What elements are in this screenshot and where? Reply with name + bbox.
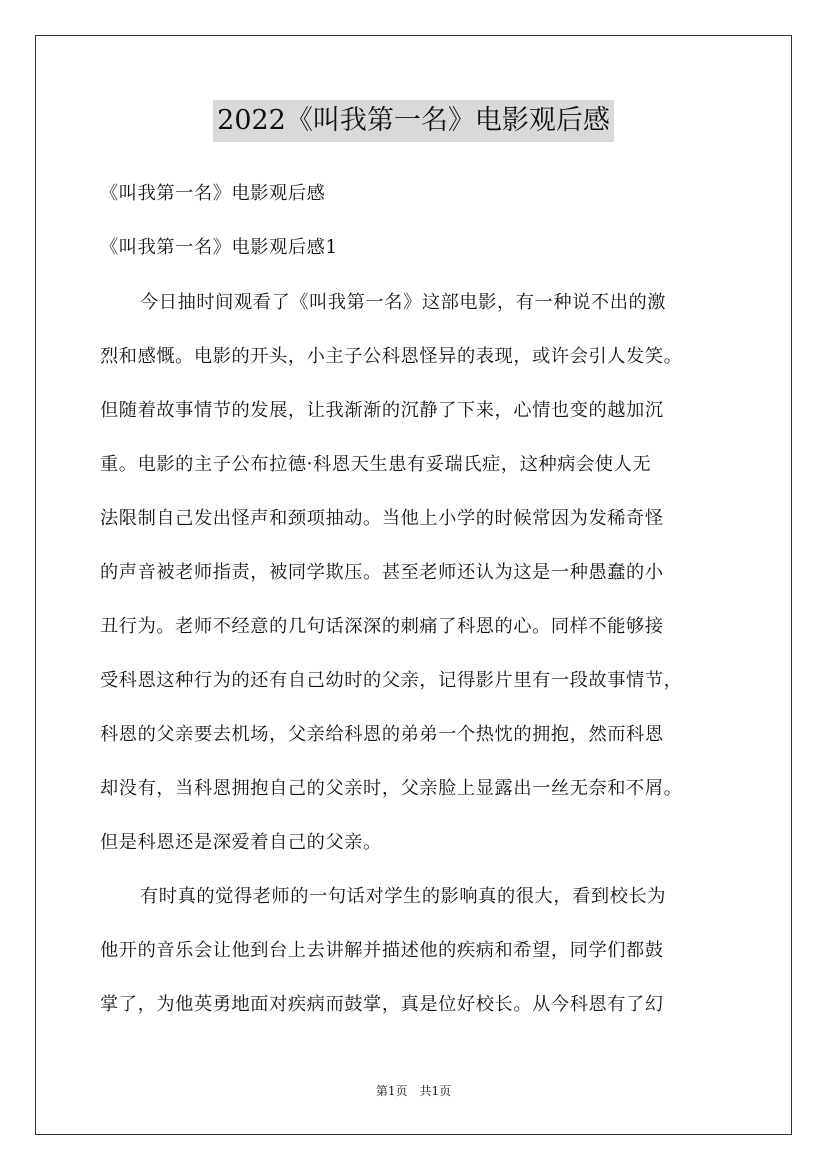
paragraph-line: 他开的音乐会让他到台上去讲解并描述他的疾病和希望，同学们都鼓 bbox=[100, 940, 664, 961]
paragraph-line: 掌了，为他英勇地面对疾病而鼓掌，真是位好校长。从今科恩有了幻 bbox=[100, 994, 664, 1015]
title-container bbox=[0, 100, 827, 142]
paragraph-line: 但随着故事情节的发展，让我渐渐的沉静了下来，心情也变的越加沉 bbox=[100, 400, 664, 421]
paragraph-line: 但是科恩还是深爱着自己的父亲。 bbox=[100, 832, 382, 853]
subtitle: 《叫我第一名》电影观后感 bbox=[100, 183, 326, 204]
paragraph-line: 却没有，当科恩拥抱自己的父亲时，父亲脸上显露出一丝无奈和不屑。 bbox=[100, 778, 683, 799]
paragraph-line: 烈和感慨。电影的开头，小主子公科恩怪异的表现，或许会引人发笑。 bbox=[100, 346, 683, 367]
paragraph-line: 科恩的父亲要去机场，父亲给科恩的弟弟一个热忱的拥抱，然而科恩 bbox=[100, 724, 664, 745]
paragraph-line: 丑行为。老师不经意的几句话深深的刺痛了科恩的心。同样不能够接 bbox=[100, 616, 664, 637]
paragraph-line: 受科恩这种行为的还有自己幼时的父亲，记得影片里有一段故事情节， bbox=[100, 670, 683, 691]
paragraph-line: 有时真的觉得老师的一句话对学生的影响真的很大，看到校长为 bbox=[140, 886, 667, 907]
paragraph-line: 的声音被老师指责，被同学欺压。甚至老师还认为这是一种愚蠢的小 bbox=[100, 562, 664, 583]
document-title: 2022《叫我第一名》电影观后感 bbox=[213, 100, 614, 142]
paragraph-line: 法限制自己发出怪声和颈项抽动。当他上小学的时候常因为发稀奇怪 bbox=[100, 508, 664, 529]
paragraph-line: 重。电影的主子公布拉德·科恩天生患有妥瑞氏症，这种病会使人无 bbox=[100, 454, 652, 475]
section-heading: 《叫我第一名》电影观后感1 bbox=[100, 237, 338, 258]
page-footer: 第1页 共1页 bbox=[375, 1084, 452, 1098]
paragraph-line: 今日抽时间观看了《叫我第一名》这部电影，有一种说不出的激 bbox=[140, 292, 667, 313]
